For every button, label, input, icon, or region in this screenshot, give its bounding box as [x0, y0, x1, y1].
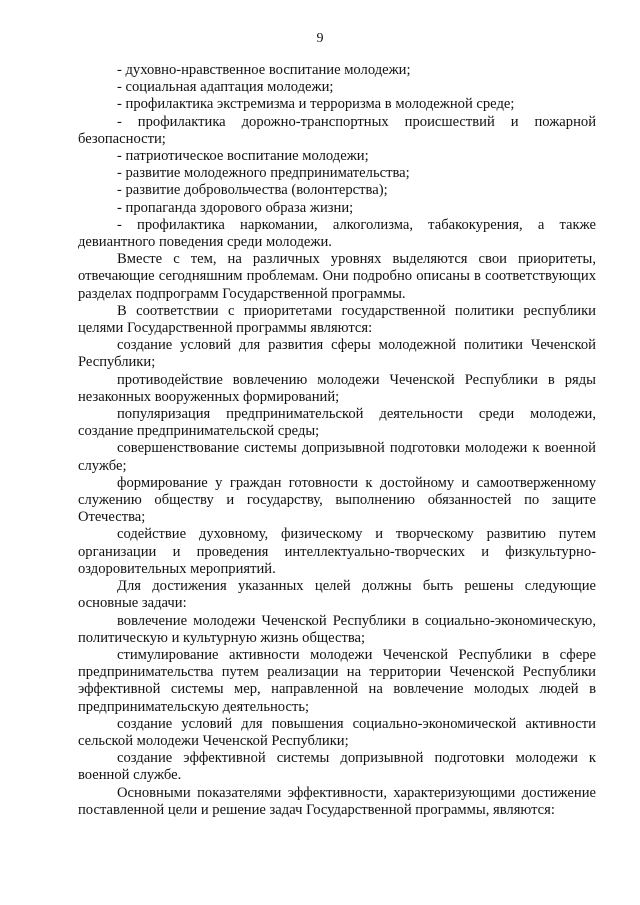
- task-item: создание эффективной системы допризывной подготовки молодежи к военной службе.: [78, 750, 596, 784]
- goal-item: противодействие вовлечению молодежи Чеченской Республики в ряды незаконных вооруженных формирований;: [78, 371, 596, 405]
- list-item: - духовно-нравственное воспитание молодежи;: [117, 62, 411, 78]
- document-body: [78, 62, 596, 819]
- list-item: - профилактика дорожно-транспортных происшествий и пожарной безопасности;: [78, 113, 596, 147]
- list-item: - профилактика наркомании, алкоголизма, табакокурения, а также девиантного поведения среди молодежи.: [78, 216, 596, 251]
- paragraph-tasks-intro: Для достижения указанных целей должны быть решены следующие основные задачи:: [78, 578, 596, 612]
- list-item: - развитие молодежного предпринимательства;: [117, 165, 410, 182]
- paragraph-indicators-intro: Основными показателями эффективности, характеризующими достижение поставленной цели и решение задач Государственной программы, являются:: [78, 784, 596, 818]
- task-item: стимулирование активности молодежи Чеченской Республики в сфере предпринимательства путем реализации на территории Чеченской Республики эффективной системы мер, направленной на вовлечение молодых людей в предпринимательскую деятельность;: [78, 646, 596, 715]
- list-item: - развитие добровольчества (волонтерства);: [117, 182, 388, 199]
- goal-item: совершенствование системы допризывной подготовки молодежи к военной службе;: [78, 440, 596, 474]
- paragraph-goals-intro: В соответствии с приоритетами государственной политики республики целями Государственной программы являются:: [78, 302, 596, 337]
- task-item: создание условий для повышения социально-экономической активности сельской молодежи Чеченской Республики;: [78, 715, 596, 749]
- list-item: - патриотическое воспитание молодежи;: [117, 148, 369, 165]
- list-item: - пропаганда здорового образа жизни;: [117, 199, 354, 216]
- goal-item: популяризация предпринимательской деятельности среди молодежи, создание предпринимательской среды;: [78, 406, 596, 440]
- list-item: - профилактика экстремизма и терроризма в молодежной среде;: [117, 96, 515, 113]
- goal-item: содействие духовному, физическому и творческому развитию путем организации и проведения интеллектуально-творческих и физкультурно-оздоровительных мероприятий.: [78, 526, 596, 577]
- goal-item: создание условий для развития сферы молодежной политики Чеченской Республики;: [78, 337, 596, 371]
- paragraph-priorities: Вместе с тем, на различных уровнях выделяются свои приоритеты, отвечающие сегодняшним проблемам. Они подробно описаны в соответствующих разделах подпрограмм Государственной программы.: [78, 251, 596, 302]
- page-number: 9: [316, 31, 324, 46]
- list-item: - социальная адаптация молодежи;: [117, 79, 334, 96]
- goal-item: формирование у граждан готовности к достойному и самоотверженному служению обществу и государству, выполнению обязанностей по защите Отечества;: [78, 474, 596, 526]
- task-item: вовлечение молодежи Чеченской Республики в социально-экономическую, политическую и культурную жизнь общества;: [78, 612, 596, 646]
